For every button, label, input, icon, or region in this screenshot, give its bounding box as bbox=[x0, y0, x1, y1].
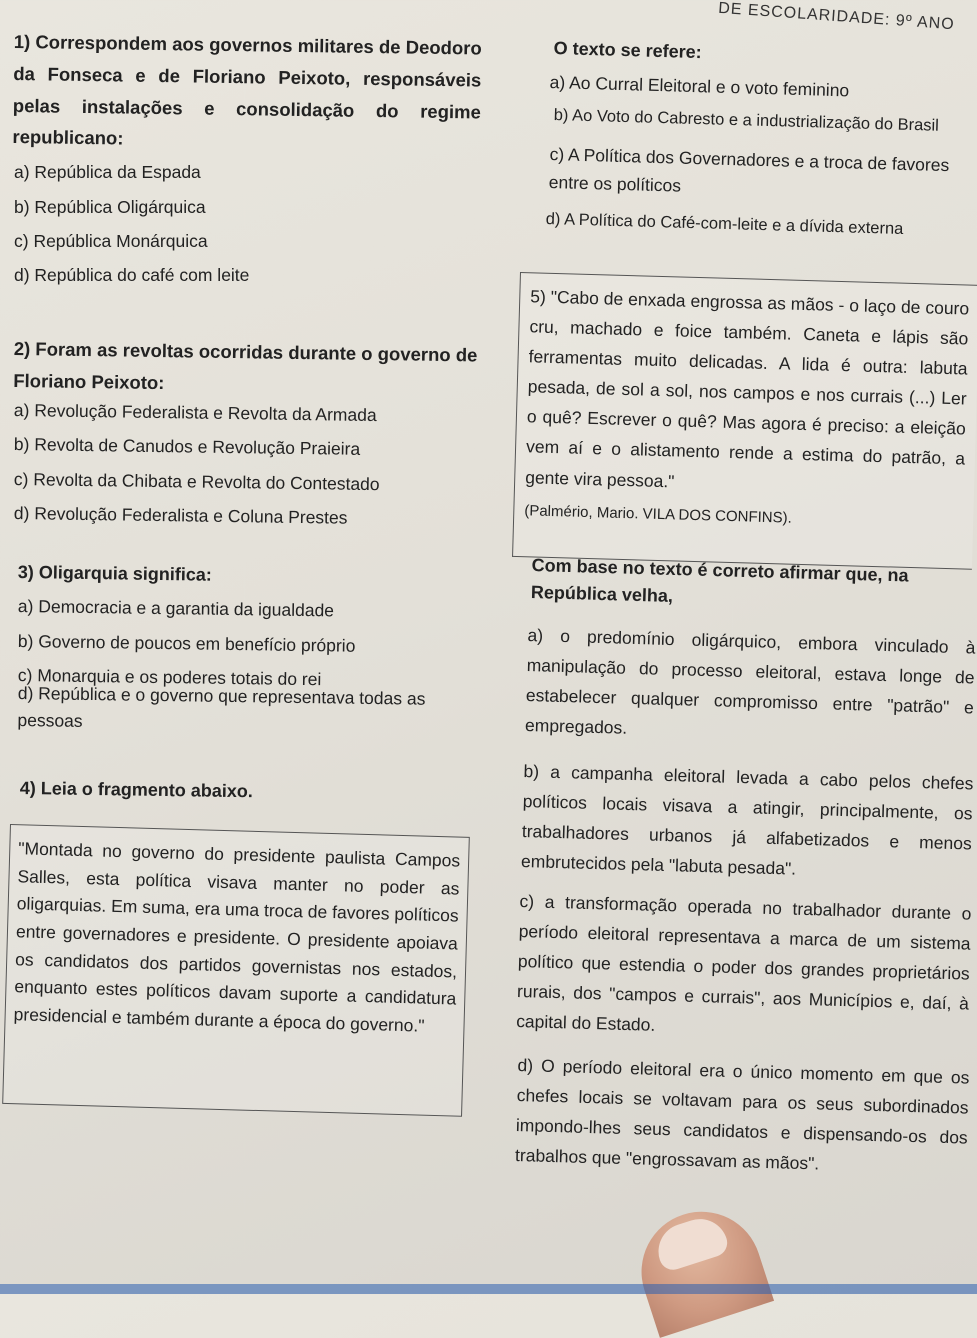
finger-photo-artifact bbox=[626, 1196, 774, 1338]
blue-surface-edge bbox=[0, 1284, 977, 1294]
question-1-statement: 1) Correspondem aos governos militares de Deodoro da Fonseca e de Floriano Peixoto, responsáveis pelas instalações e consolidação do regime republicano: bbox=[12, 30, 482, 149]
q4-option-d: d) A Política do Café-com-leite e a dívida externa bbox=[545, 210, 904, 238]
q2-option-b: b) Revolta de Canudos e Revolução Praieira bbox=[13, 434, 361, 459]
q5-option-b: b) a campanha eleitoral levada a cabo pelos chefes políticos locais visava a atingir, principalmente, os trabalhadores urbanos já alfabetizados e menos embrutecidos pela "labuta pesada". bbox=[520, 760, 974, 879]
q5-option-a: a) o predomínio oligárquico, embora vinculado à manipulação do processo eleitoral, estava longe de estabelecer qualquer compromisso entre "patrão" e empregados. bbox=[524, 624, 976, 739]
q3-option-d: d) República e o governo que representava todas as pessoas bbox=[17, 682, 426, 732]
q4-option-b: b) Ao Voto do Cabresto e a industrialização do Brasil bbox=[553, 106, 940, 135]
question-3-statement: 3) Oligarquia significa: bbox=[17, 561, 213, 585]
q1-option-d: d) República do café com leite bbox=[14, 265, 250, 285]
q5-citation: (Palmério, Mario. VILA DOS CONFINS). bbox=[524, 501, 793, 527]
q1-option-c: c) República Monárquica bbox=[14, 231, 208, 251]
q2-option-c: c) Revolta da Chibata e Revolta do Contestado bbox=[13, 469, 380, 495]
q4-fragment-box bbox=[2, 824, 470, 1117]
q5-quote-box bbox=[512, 272, 977, 570]
q5-option-d: d) O período eleitoral era o único momento em que os chefes locais se voltavam para os seus subordinados impondo-lhes seus candidatos e dispensando-os dos trabalhos que "engrossavam as mãos". bbox=[514, 1054, 970, 1174]
question-4-statement: 4) Leia o fragmento abaixo. bbox=[19, 777, 254, 802]
q4-prompt: O texto se refere: bbox=[553, 37, 702, 63]
q3-option-c: c) Monarquia e os poderes totais do rei bbox=[17, 665, 322, 690]
q1-option-a: a) República da Espada bbox=[14, 162, 201, 182]
question-5-statement: Com base no texto é correto afirmar que, na República velha, bbox=[530, 554, 909, 606]
grade-header: DE ESCOLARIDADE: 9º ANO bbox=[717, 0, 956, 34]
q4-option-a: a) Ao Curral Eleitoral e o voto feminino bbox=[549, 72, 850, 101]
q1-option-b: b) República Oligárquica bbox=[14, 197, 206, 217]
q5-option-c: c) a transformação operada no trabalhador durante o período eleitoral representava a marca de um sistema político que estendia o poder dos grandes proprietários rurais, dos "campos e currais", aos Municípios e, daí, à capital do Estado. bbox=[515, 890, 972, 1036]
q5-quote-text: 5) "Cabo de enxada engrossa as mãos - o laço de couro cru, machado e foice também. Caneta e lápis são ferramentas muito delicadas. A lida é outra: labuta pesada, de sol a sol, nos campos e nos currais (...) Ler o quê? Escrever o quê? Mas agora é preciso: a eleição vem aí e o alistamento rende a estima do patrão, a gente vira pessoa." bbox=[525, 286, 970, 491]
q3-option-b: b) Governo de poucos em benefício próprio bbox=[17, 631, 356, 656]
q4-option-c: c) A Política dos Governadores e a troca de favores entre os políticos bbox=[548, 143, 950, 196]
q2-option-d: d) Revolução Federalista e Coluna Prestes bbox=[13, 503, 348, 528]
q3-option-a: a) Democracia e a garantia da igualdade bbox=[17, 596, 335, 621]
q2-option-a: a) Revolução Federalista e Revolta da Armada bbox=[13, 400, 377, 426]
question-2-statement: 2) Foram as revoltas ocorridas durante o governo de Floriano Peixoto: bbox=[13, 337, 478, 393]
q4-fragment-text: "Montada no governo do presidente paulista Campos Salles, esta política visava manter no poder as oligarquias. Em suma, era uma troca de favores políticos entre governadores e presidente. O presidente apoiava os candidatos dos partidos governistas nos estados, enquanto estes políticos davam suporte a candidatura presidencial e também durante a época do governo." bbox=[13, 838, 461, 1036]
fingernail bbox=[651, 1212, 731, 1274]
